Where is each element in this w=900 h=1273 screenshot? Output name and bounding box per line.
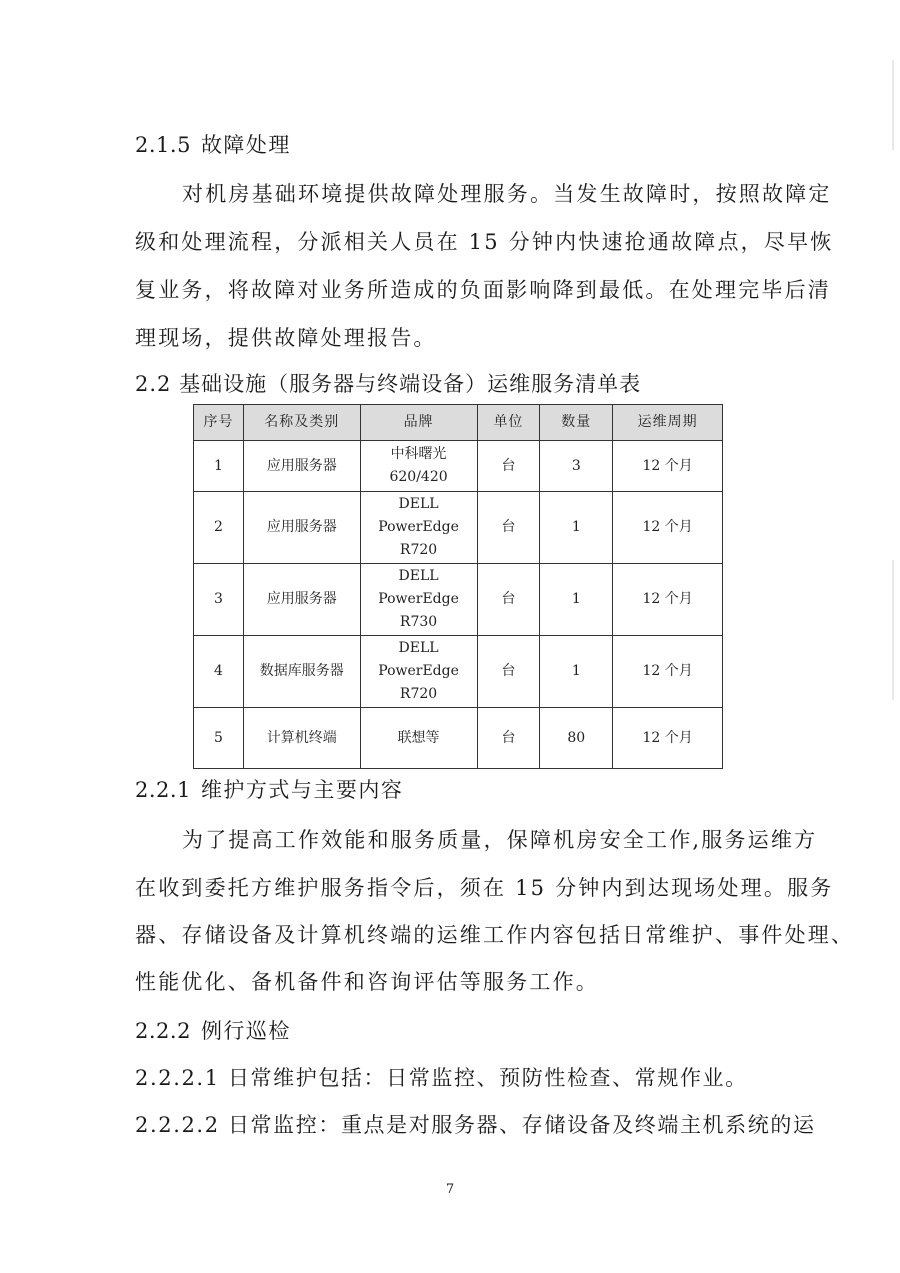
paragraph-line: 复业务，将故障对业务所造成的负面影响降到最低。在处理完毕后清 bbox=[135, 278, 831, 302]
cell-qty: 1 bbox=[540, 636, 613, 708]
service-list-table bbox=[193, 404, 723, 769]
header-period: 运维周期 bbox=[613, 405, 723, 441]
table-row bbox=[194, 441, 723, 492]
cell-name: 数据库服务器 bbox=[243, 636, 360, 708]
paragraph-line: 级和处理流程，分派相关人员在 15 分钟内快速抢通故障点，尽早恢 bbox=[135, 230, 834, 254]
cell-brand: DELL PowerEdge R720 bbox=[360, 492, 477, 564]
cell-no: 2 bbox=[194, 492, 244, 564]
table-row bbox=[194, 636, 723, 708]
cell-name: 应用服务器 bbox=[243, 564, 360, 636]
cell-no: 4 bbox=[194, 636, 244, 708]
paragraph-line: 对机房基础环境提供故障处理服务。当发生故障时，按照故障定 bbox=[182, 182, 832, 206]
header-brand: 品牌 bbox=[360, 405, 477, 441]
paragraph-line: 2.2.2.2 日常监控：重点是对服务器、存储设备及终端主机系统的运 bbox=[135, 1113, 816, 1137]
cell-unit: 台 bbox=[477, 564, 540, 636]
paragraph-line: 器、存储设备及计算机终端的运维工作内容包括日常维护、事件处理、 bbox=[135, 923, 855, 947]
paragraph-line: 2.2.2.1 日常维护包括：日常监控、预防性检查、常规作业。 bbox=[135, 1066, 748, 1090]
cell-name: 计算机终端 bbox=[243, 708, 360, 769]
cell-qty: 1 bbox=[540, 492, 613, 564]
cell-period: 12 个月 bbox=[613, 492, 723, 564]
section-heading-2-1-5: 2.1.5 故障处理 bbox=[135, 133, 291, 157]
header-no: 序号 bbox=[194, 405, 244, 441]
cell-no: 5 bbox=[194, 708, 244, 769]
cell-unit: 台 bbox=[477, 492, 540, 564]
cell-name: 应用服务器 bbox=[243, 492, 360, 564]
cell-period: 12 个月 bbox=[613, 441, 723, 492]
header-unit: 单位 bbox=[477, 405, 540, 441]
cell-period: 12 个月 bbox=[613, 636, 723, 708]
cell-period: 12 个月 bbox=[613, 564, 723, 636]
cell-name: 应用服务器 bbox=[243, 441, 360, 492]
cell-qty: 3 bbox=[540, 441, 613, 492]
section-heading-2-2: 2.2 基础设施（服务器与终端设备）运维服务清单表 bbox=[135, 372, 642, 396]
cell-brand: DELL PowerEdge R730 bbox=[360, 564, 477, 636]
section-heading-2-2-1: 2.2.1 维护方式与主要内容 bbox=[135, 778, 404, 802]
paragraph-line: 性能优化、备机备件和咨询评估等服务工作。 bbox=[135, 970, 599, 994]
scan-edge-mark bbox=[892, 560, 894, 700]
cell-unit: 台 bbox=[477, 708, 540, 769]
cell-brand: 中科曙光 620/420 bbox=[360, 441, 477, 492]
cell-qty: 80 bbox=[540, 708, 613, 769]
paragraph-line: 为了提高工作效能和服务质量，保障机房安全工作,服务运维方 bbox=[182, 828, 818, 852]
cell-unit: 台 bbox=[477, 441, 540, 492]
header-qty: 数量 bbox=[540, 405, 613, 441]
cell-no: 3 bbox=[194, 564, 244, 636]
page-number: 7 bbox=[445, 1182, 455, 1197]
table-row bbox=[194, 708, 723, 769]
table-row bbox=[194, 492, 723, 564]
paragraph-line: 在收到委托方维护服务指令后，须在 15 分钟内到达现场处理。服务 bbox=[135, 876, 834, 900]
cell-brand: DELL PowerEdge R720 bbox=[360, 636, 477, 708]
scan-edge-mark bbox=[892, 60, 894, 150]
header-name: 名称及类别 bbox=[243, 405, 360, 441]
cell-unit: 台 bbox=[477, 636, 540, 708]
cell-qty: 1 bbox=[540, 564, 613, 636]
cell-period: 12 个月 bbox=[613, 708, 723, 769]
table-row bbox=[194, 564, 723, 636]
paragraph-line: 理现场，提供故障处理报告。 bbox=[135, 326, 437, 350]
section-heading-2-2-2: 2.2.2 例行巡检 bbox=[135, 1019, 291, 1043]
cell-brand: 联想等 bbox=[360, 708, 477, 769]
table-header-row bbox=[194, 405, 723, 441]
cell-no: 1 bbox=[194, 441, 244, 492]
